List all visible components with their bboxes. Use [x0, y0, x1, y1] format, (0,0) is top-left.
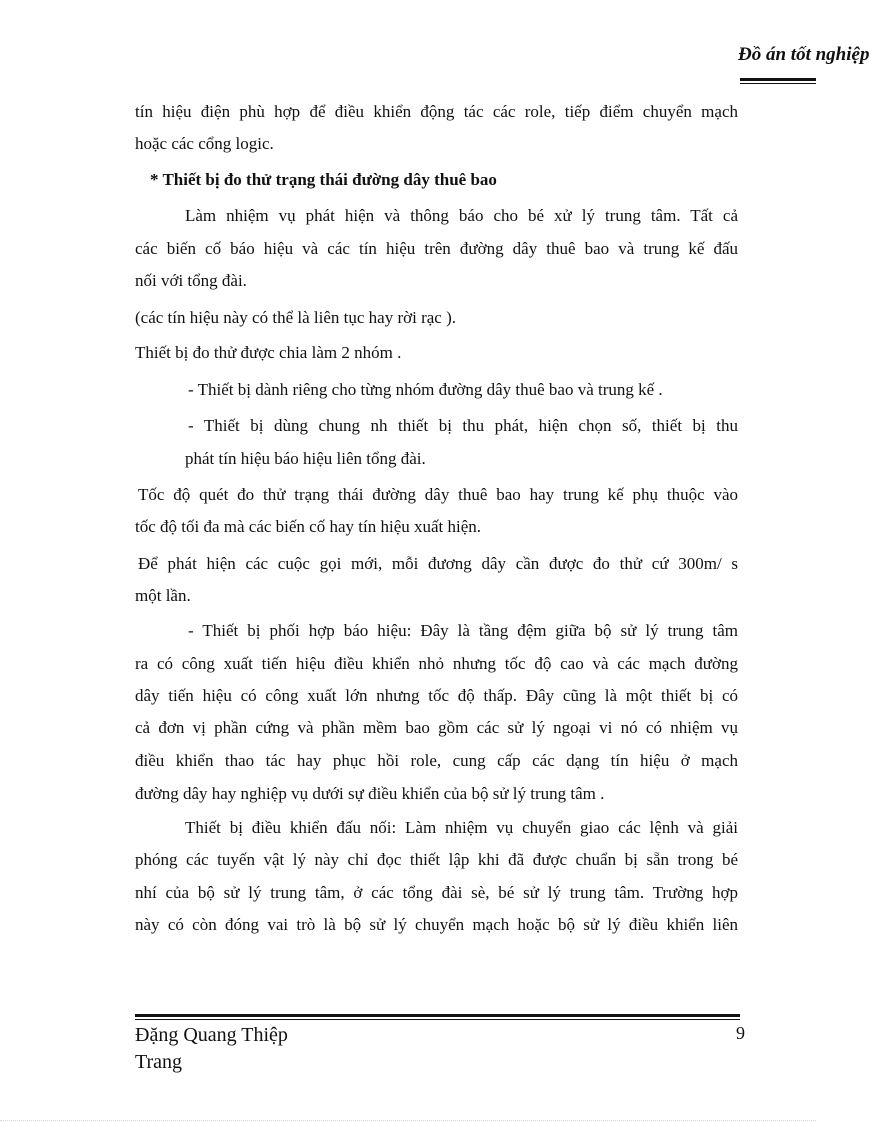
list-item: - Thiết bị dùng chung nh thiết bị thu phát, hiện chọn số, thiết bị thu: [188, 416, 738, 435]
body-line: tín hiệu điện phù hợp để điều khiển động tác các role, tiếp điểm chuyển mạch: [135, 102, 738, 121]
body-line: nối với tổng đài.: [135, 271, 247, 290]
body-line: Thiết bị điều khiển đấu nối: Làm nhiệm vụ chuyển giao các lệnh và giải: [185, 818, 738, 837]
section-heading: * Thiết bị đo thử trạng thái đường dây thuê bao: [150, 170, 497, 189]
body-line: này có còn đóng vai trò là bộ sử lý chuyển mạch hoặc bộ sử lý điều khiển liên: [135, 915, 738, 934]
body-line: dây tiến hiệu có công xuất lớn nhưng tốc độ thấp. Đây cũng là một thiết bị có: [135, 686, 738, 705]
body-line: Để phát hiện các cuộc gọi mới, mỗi đương dây cần được đo thử cứ 300m/ s: [138, 554, 738, 573]
body-line: (các tín hiệu này có thể là liên tục hay rời rạc ).: [135, 308, 456, 327]
body-line: đường dây hay nghiệp vụ dưới sự điều khiển của bộ sử lý trung tâm .: [135, 784, 605, 803]
body-line: Tốc độ quét đo thử trạng thái đường dây thuê bao hay trung kế phụ thuộc vào: [138, 485, 738, 504]
body-line: các biến cố báo hiệu và các tín hiệu trên đường dây thuê bao và trung kế đấu: [135, 239, 738, 258]
footer-rule: [135, 1014, 740, 1017]
body-line: ra có công xuất tiến hiệu điều khiển nhỏ nhưng tốc độ cao và các mạch đường: [135, 654, 738, 673]
list-item: - Thiết bị phối hợp báo hiệu: Đây là tầng đệm giữa bộ sử lý trung tâm: [188, 621, 738, 640]
footer-author: Đặng Quang Thiệp: [135, 1024, 288, 1046]
body-line: phát tín hiệu báo hiệu liên tổng đài.: [185, 449, 426, 468]
footer-rule-thin: [135, 1019, 740, 1020]
footer-trang-label: Trang: [135, 1051, 183, 1073]
header-rule: [740, 78, 816, 81]
header-title: Đồ án tốt nghiệp: [738, 44, 869, 65]
page-number: 9: [736, 1023, 745, 1043]
body-line: điều khiển thao tác hay phục hồi role, cung cấp các dạng tín hiệu ở mạch: [135, 751, 738, 770]
list-item: - Thiết bị dành riêng cho từng nhóm đường dây thuê bao và trung kế .: [188, 380, 663, 399]
body-line: hoặc các cổng logic.: [135, 134, 274, 153]
body-line: phóng các tuyến vật lý này chỉ đọc thiết lập khi đã được chuẩn bị sẵn trong bé: [135, 850, 738, 869]
body-line: cả đơn vị phần cứng và phần mềm bao gồm các sử lý ngoại vi nó có nhiệm vụ: [135, 718, 738, 737]
body-line: Làm nhiệm vụ phát hiện và thông báo cho bé xử lý trung tâm. Tất cả: [185, 206, 738, 225]
body-line: nhí của bộ sử lý trung tâm, ở các tổng đài sè, bé sử lý trung tâm. Trường hợp: [135, 883, 738, 902]
header-rule-thin: [740, 83, 816, 84]
body-line: Thiết bị đo thử được chia làm 2 nhóm .: [135, 343, 402, 362]
body-line: một lần.: [135, 586, 191, 605]
page-bottom-divider: [0, 1120, 816, 1121]
body-line: tốc độ tối đa mà các biến cố hay tín hiệu xuất hiện.: [135, 517, 482, 536]
